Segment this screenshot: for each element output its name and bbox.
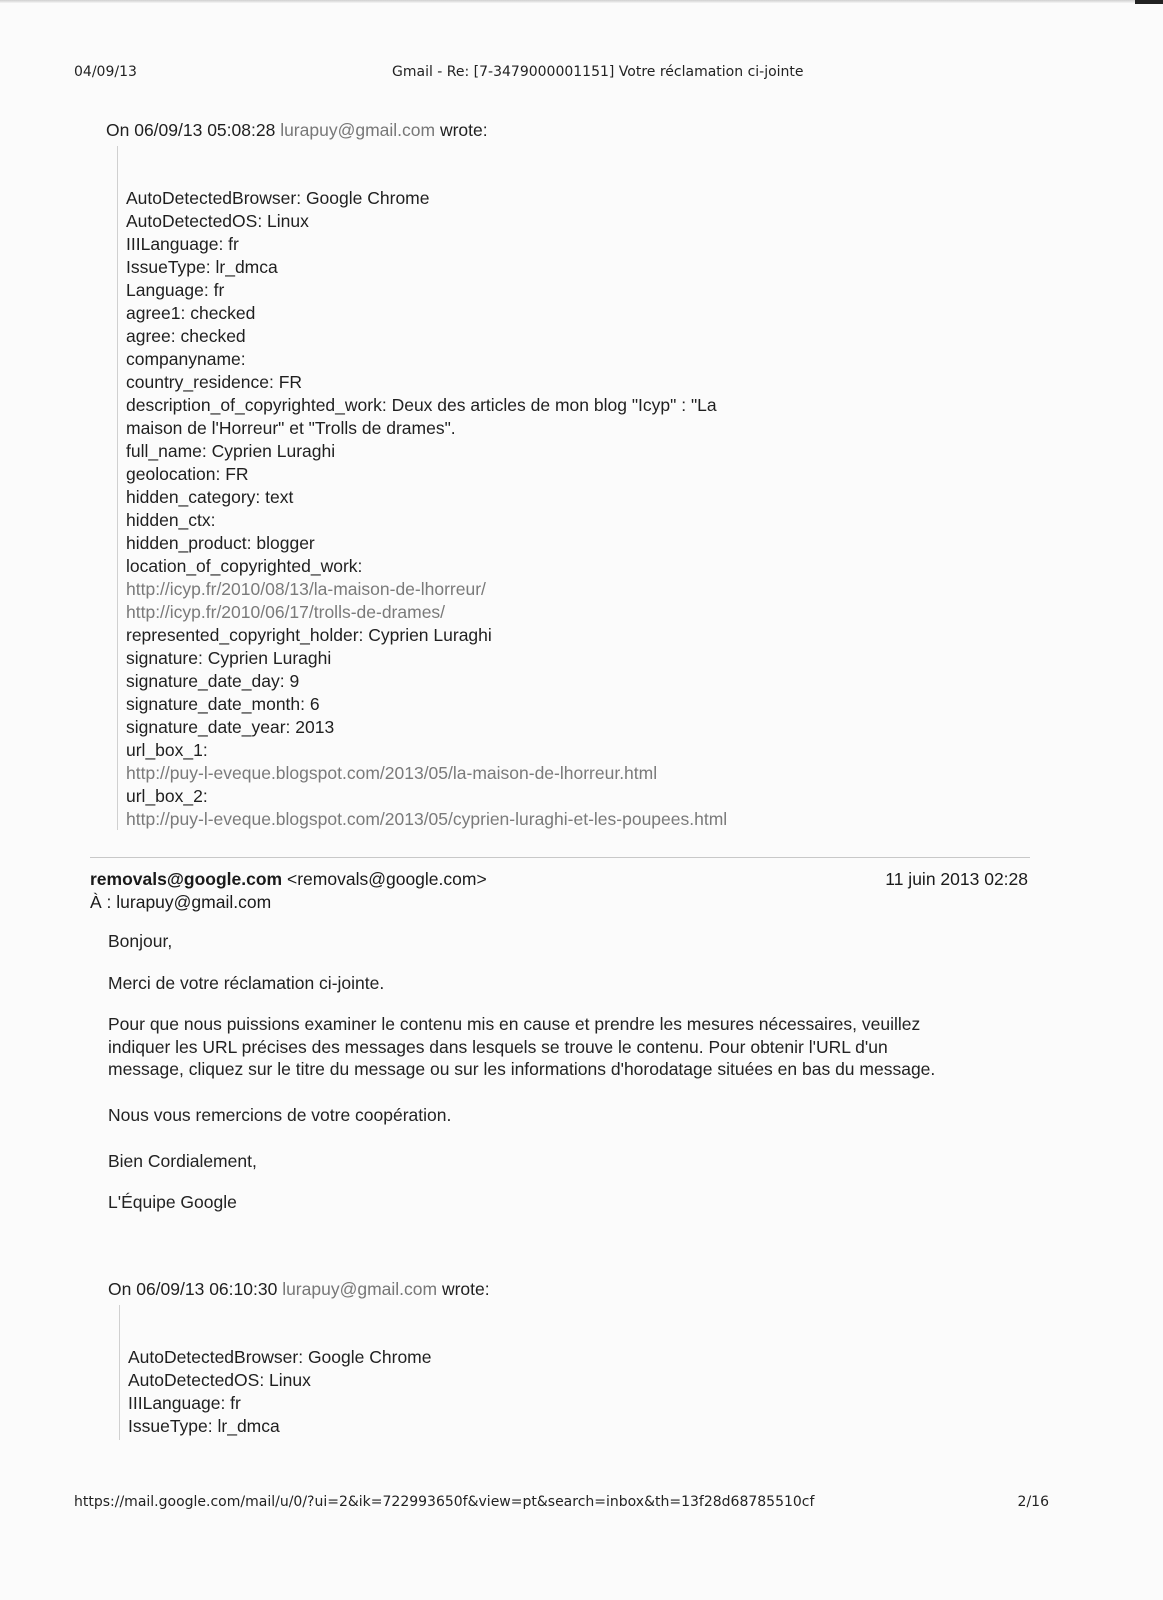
body-paragraph: L'Équipe Google — [108, 1192, 237, 1212]
field-row: maison de l'Horreur" et "Trolls de drames". — [126, 418, 456, 438]
body-paragraph: Nous vous remercions de votre coopération. — [108, 1105, 452, 1125]
body-line: indiquer les URL précises des messages dans lesquels se trouve le contenu. Pour obtenir l'URL d'un — [108, 1036, 888, 1057]
field-row: represented_copyright_holder: Cyprien Luraghi — [126, 625, 492, 645]
quote-border — [117, 146, 118, 830]
field-row: AutoDetectedOS: Linux — [126, 211, 309, 231]
body-signature — [108, 1191, 237, 1214]
print-title: Gmail - Re: [7-3479000001151] Votre réclamation ci-jointe — [392, 64, 804, 80]
quote-wrote: wrote: — [441, 1279, 490, 1299]
field-row: IssueType: lr_dmca — [128, 1416, 280, 1436]
field-row: full_name: Cyprien Luraghi — [126, 441, 336, 461]
body-cooperation — [108, 1104, 451, 1127]
message-date: 11 juin 2013 02:28 — [885, 869, 1028, 889]
body-line: message, cliquez sur le titre du message ou sur les informations d'horodatage situées en bas du message. — [108, 1059, 936, 1079]
field-row: hidden_category: text — [126, 487, 294, 507]
copyright-url-link[interactable]: http://icyp.fr/2010/08/13/la-maison-de-lhorreur/ — [126, 579, 486, 599]
sender-email: <removals@google.com> — [287, 869, 487, 889]
scan-edge — [0, 0, 1163, 3]
sender-name[interactable]: removals@google.com — [90, 869, 283, 889]
field-row: companyname: — [126, 349, 246, 369]
quote-email-link[interactable]: lurapuy@gmail.com — [280, 120, 436, 140]
field-row: description_of_copyrighted_work: Deux des articles de mon blog "Icyp" : "La — [126, 395, 717, 415]
field-row: location_of_copyrighted_work: — [126, 556, 363, 576]
field-row: url_box_1: — [126, 740, 208, 760]
recipient-line: À : lurapuy@gmail.com — [90, 892, 272, 912]
quote-date: On 06/09/13 05:08:28 — [106, 120, 276, 140]
quote-attribution — [106, 120, 488, 141]
message-divider — [90, 857, 1030, 858]
field-row: IIILanguage: fr — [126, 234, 239, 254]
message-header — [90, 868, 1030, 914]
body-thanks — [108, 972, 384, 995]
field-row: signature_date_month: 6 — [126, 694, 320, 714]
field-row: AutoDetectedBrowser: Google Chrome — [128, 1347, 432, 1367]
quoted-form-fields — [128, 1346, 431, 1438]
field-row: hidden_product: blogger — [126, 533, 315, 553]
field-row: AutoDetectedOS: Linux — [128, 1370, 311, 1390]
copyright-url-link[interactable]: http://icyp.fr/2010/06/17/trolls-de-drames/ — [126, 602, 446, 622]
quoted-form-fields — [126, 187, 727, 831]
scan-mark — [1135, 0, 1163, 4]
field-row: AutoDetectedBrowser: Google Chrome — [126, 188, 430, 208]
field-row: signature_date_day: 9 — [126, 671, 300, 691]
body-paragraph: Bonjour, — [108, 931, 173, 951]
field-row: signature_date_year: 2013 — [126, 717, 335, 737]
print-date: 04/09/13 — [74, 64, 137, 80]
field-row: hidden_ctx: — [126, 510, 216, 530]
body-greeting — [108, 930, 172, 953]
reported-url-link[interactable]: http://puy-l-eveque.blogspot.com/2013/05/cyprien-luraghi-et-les-poupees.html — [126, 809, 728, 829]
field-row: url_box_2: — [126, 786, 208, 806]
quote-email-link[interactable]: lurapuy@gmail.com — [282, 1279, 438, 1299]
field-row: IssueType: lr_dmca — [126, 257, 278, 277]
body-instructions — [108, 1013, 935, 1081]
field-row: country_residence: FR — [126, 372, 303, 392]
field-row: Language: fr — [126, 280, 225, 300]
body-paragraph: Bien Cordialement, — [108, 1151, 257, 1171]
quote-border — [119, 1305, 120, 1440]
quote-date: On 06/09/13 06:10:30 — [108, 1279, 278, 1299]
print-header — [74, 64, 1074, 84]
print-url: https://mail.google.com/mail/u/0/?ui=2&ik=722993650f&view=pt&search=inbox&th=13f28d68785510cf — [74, 1494, 815, 1510]
body-closing — [108, 1150, 257, 1173]
body-line: Pour que nous puissions examiner le contenu mis en cause et prendre les mesures nécessaires, veuillez — [108, 1014, 921, 1034]
field-row: signature: Cyprien Luraghi — [126, 648, 332, 668]
body-paragraph: Merci de votre réclamation ci-jointe. — [108, 973, 385, 993]
quote-wrote: wrote: — [439, 120, 488, 140]
field-row: agree: checked — [126, 326, 246, 346]
field-row: agree1: checked — [126, 303, 256, 323]
reported-url-link[interactable]: http://puy-l-eveque.blogspot.com/2013/05/la-maison-de-lhorreur.html — [126, 763, 658, 783]
page-number: 2/16 — [1017, 1494, 1049, 1510]
field-row: IIILanguage: fr — [128, 1393, 241, 1413]
quote-attribution — [108, 1279, 490, 1300]
field-row: geolocation: FR — [126, 464, 249, 484]
